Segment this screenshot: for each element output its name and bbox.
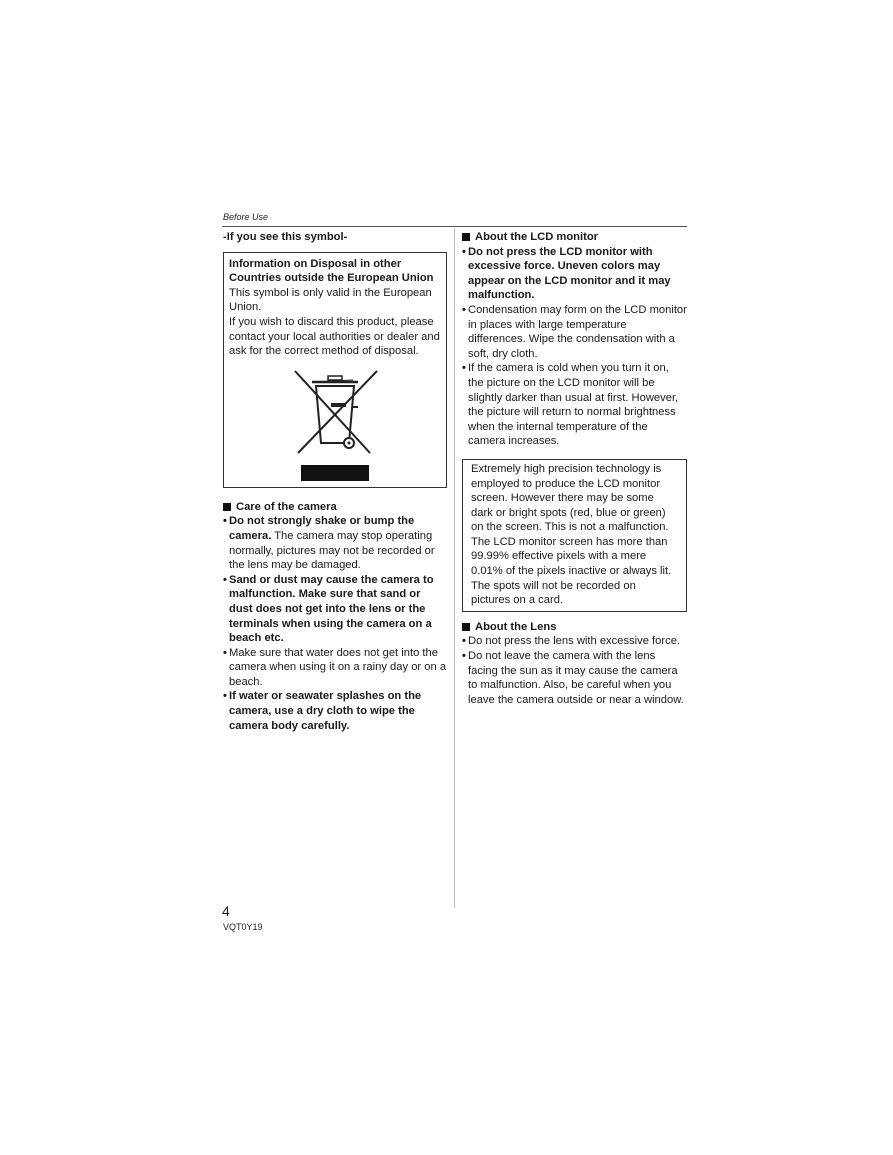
black-bar — [301, 465, 369, 481]
crossed-out-bin-icon — [290, 367, 380, 457]
lcd-heading-text: About the LCD monitor — [475, 231, 599, 243]
list-item: • Do not strongly shake or bump the camera. The camera may stop operating normally, pictures may not be recorded or the lens may be damaged. — [223, 515, 435, 572]
square-bullet-icon — [223, 503, 231, 511]
disposal-box-para-1: This symbol is only valid in the European Union. — [229, 286, 432, 314]
lens-list — [462, 634, 687, 707]
list-item: • Make sure that water does not get into the camera when using it on a rainy day or on a beach. — [223, 646, 447, 688]
header-rule — [222, 226, 687, 227]
column-divider — [454, 228, 455, 908]
right-column — [462, 230, 687, 707]
care-list — [223, 514, 447, 733]
list-item: • Do not leave the camera with the lens facing the sun as it may cause the camera to malfunction. Also, be careful when you leave the camera outside or near a window. — [462, 650, 684, 706]
list-item: • If the camera is cold when you turn it on, the picture on the LCD monitor will be slightly darker than usual at first. However, the picture will return to normal brightness when the internal temperature of the camera increases. — [462, 362, 679, 448]
square-bullet-icon — [462, 233, 470, 241]
document-code: VQT0Y19 — [223, 922, 263, 932]
lcd-note-text: Extremely high precision technology is employed to produce the LCD monitor screen. However there may be some dark or bright spots (red, blue or green) on the screen. This is not a malfunction. The LCD monitor screen has more than 99.99% effective pixels with a mere 0.01% of the pixels inactive or always lit. The spots will not be recorded on pictures on a card. — [471, 462, 672, 607]
weee-symbol — [229, 367, 441, 457]
lens-heading-text: About the Lens — [475, 620, 557, 633]
square-bullet-icon — [462, 623, 470, 631]
lcd-list — [462, 245, 687, 449]
symbol-title: -If you see this symbol- — [223, 231, 348, 243]
section-label: Before Use — [223, 212, 269, 222]
list-item: • If water or seawater splashes on the camera, use a dry cloth to wipe the camera body carefully. — [223, 690, 422, 732]
list-item: • Condensation may form on the LCD monitor in places with large temperature differences. Wipe the condensation with a soft, dry cloth. — [462, 303, 687, 360]
disposal-box-para-2: If you wish to discard this product, please contact your local authorities or dealer and ask for the correct method of disposal. — [229, 315, 440, 358]
left-column — [223, 230, 447, 733]
page-number: 4 — [222, 903, 230, 919]
list-item: • Do not press the LCD monitor with excessive force. Uneven colors may appear on the LCD monitor and it may malfunction. — [462, 245, 671, 302]
lens-heading — [462, 620, 687, 635]
list-item: • Do not press the lens with excessive force. — [462, 635, 681, 648]
disposal-info-box — [223, 252, 447, 488]
lcd-note-box — [462, 459, 687, 612]
care-heading-text: Care of the camera — [236, 500, 337, 513]
care-heading — [223, 500, 447, 515]
disposal-box-title: Information on Disposal in other Countries outside the European Union — [229, 257, 434, 285]
lcd-heading — [462, 230, 687, 245]
list-item: • Sand or dust may cause the camera to malfunction. Make sure that sand or dust does not get into the lens or the terminals when using the camera on a beach etc. — [223, 573, 434, 645]
